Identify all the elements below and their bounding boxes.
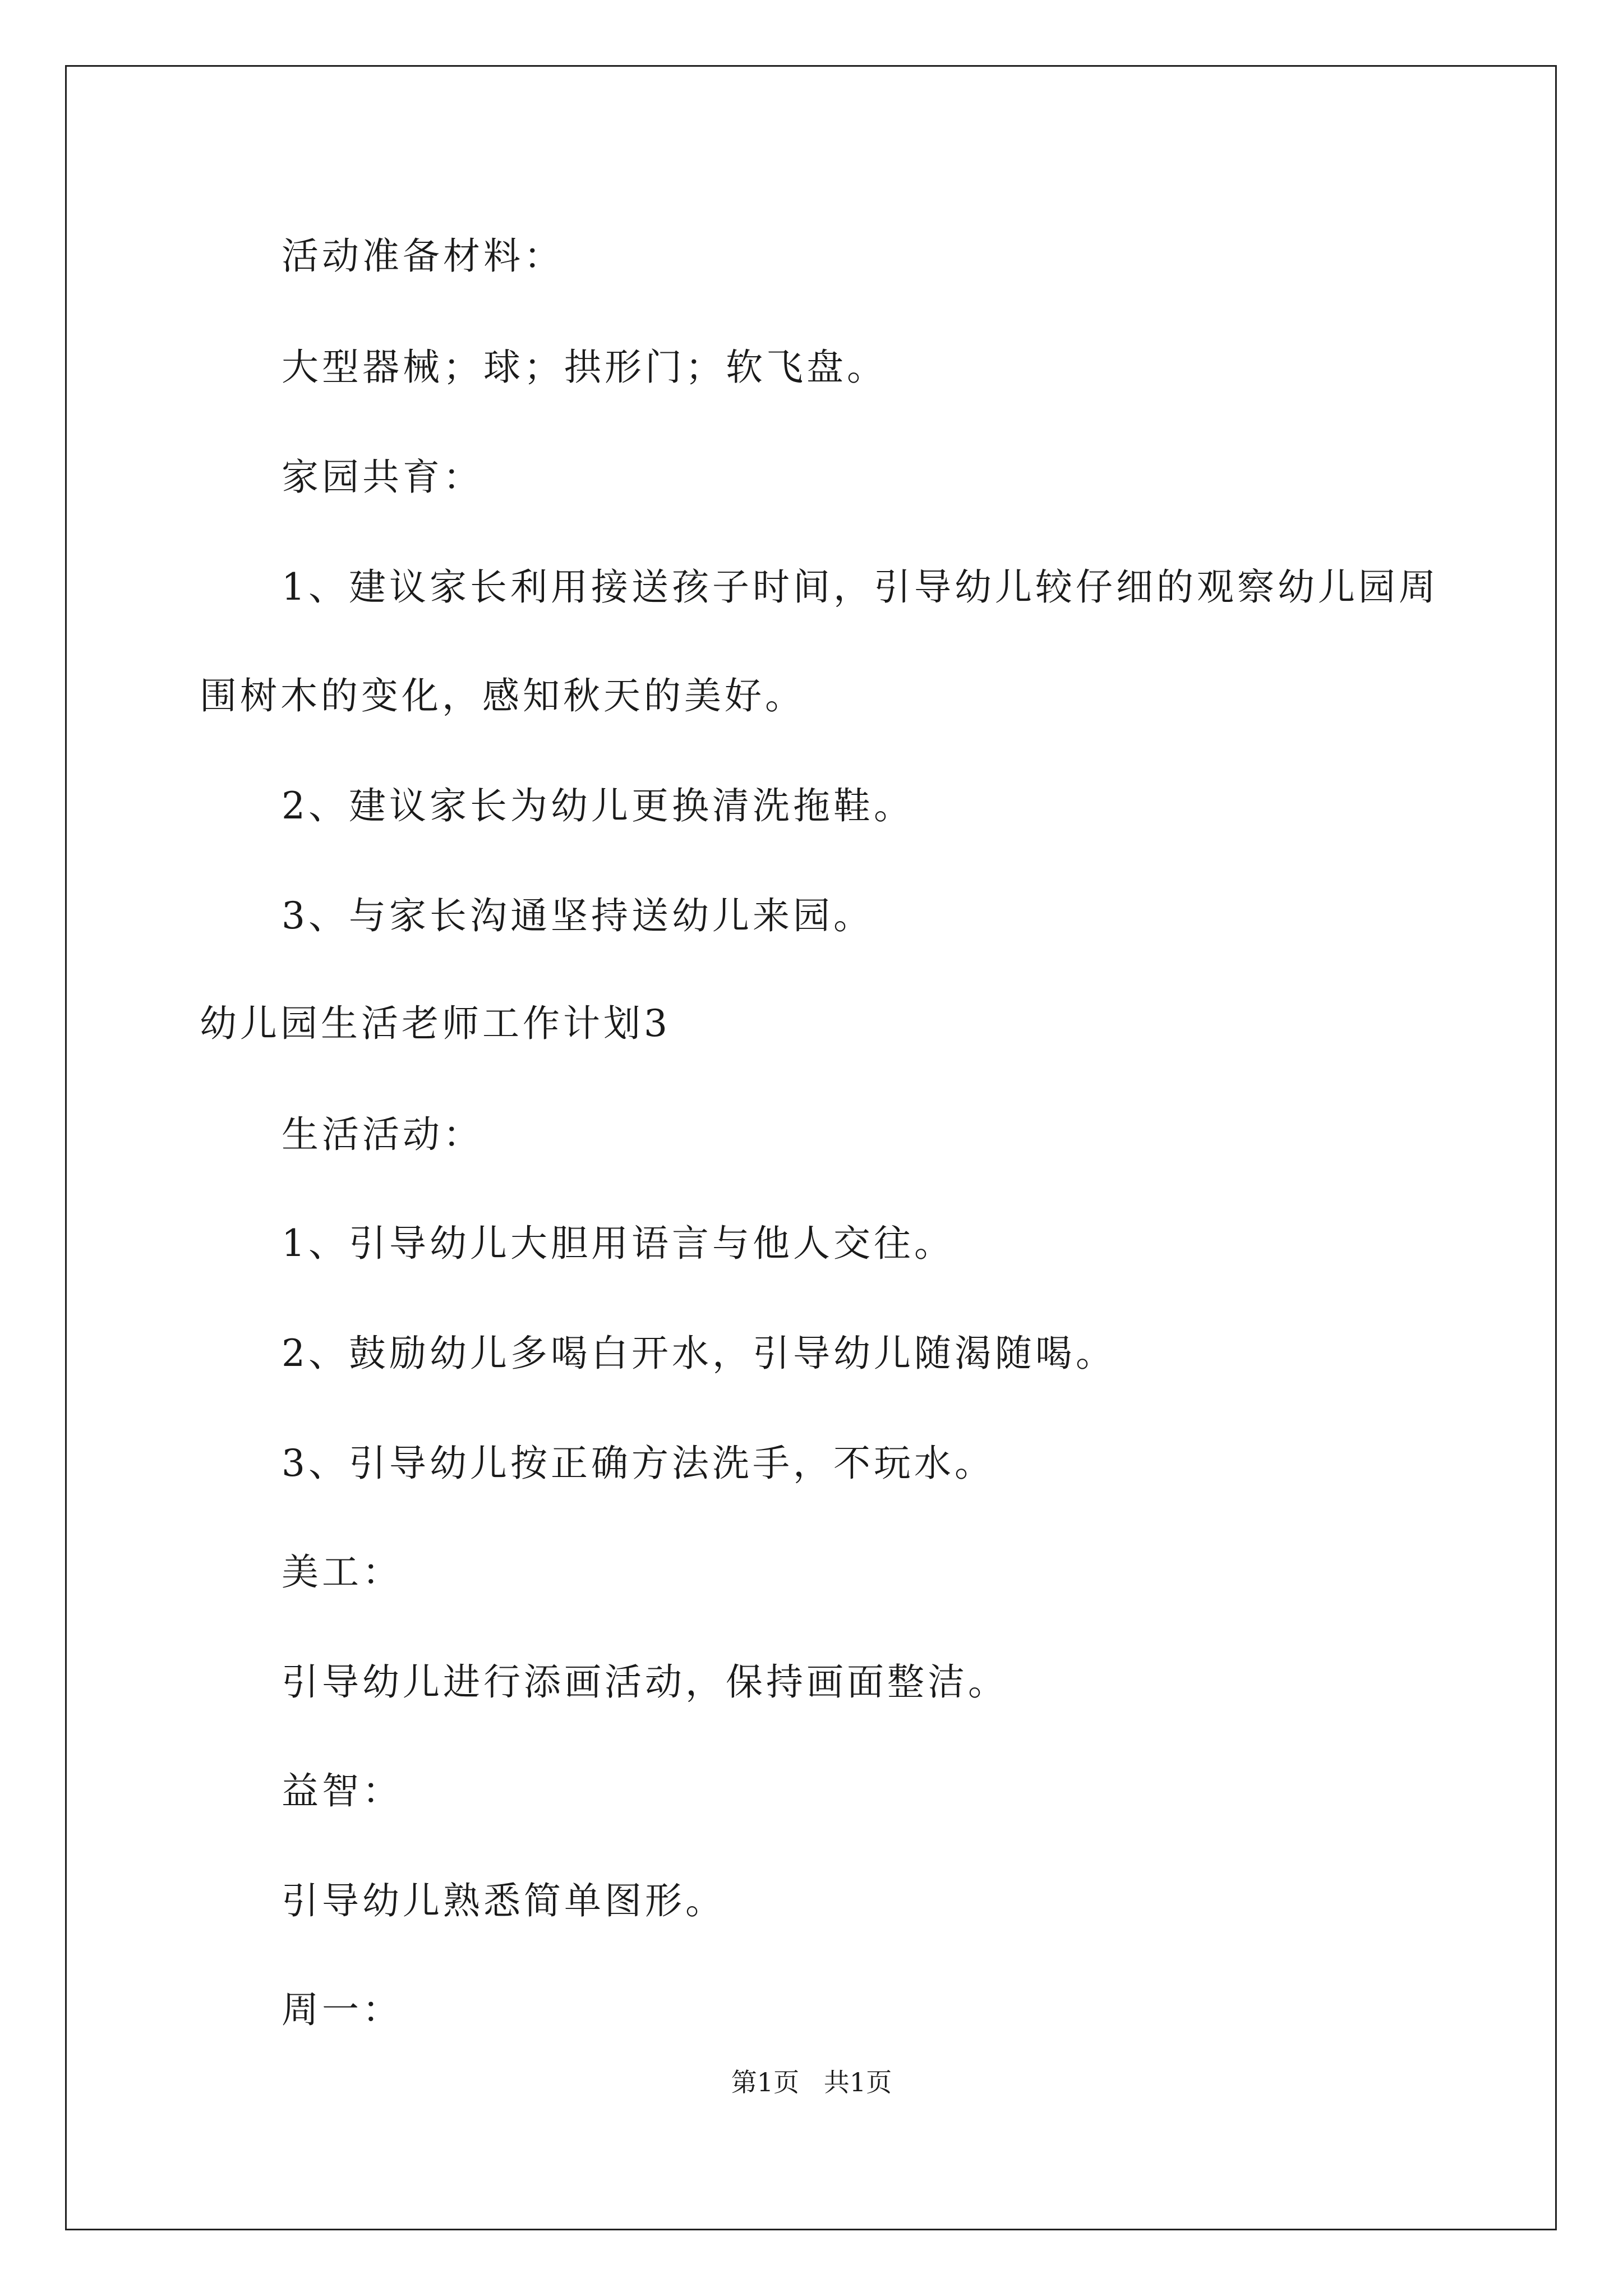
text-line: 益智：	[282, 1769, 403, 1812]
text-line: 生活活动：	[282, 1113, 483, 1156]
text-line: 引导幼儿熟悉简单图形。	[282, 1879, 726, 1922]
text-line: 周一：	[282, 1988, 403, 2031]
text-line: 2、建议家长为幼儿更换清洗拖鞋。	[282, 784, 914, 827]
text-line: 大型器械；球；拱形门；软飞盘。	[282, 346, 887, 389]
page-number-footer: 第1页 共1页	[731, 2067, 892, 2097]
section-heading: 幼儿园生活老师工作计划3	[200, 1002, 671, 1045]
text-line: 美工：	[282, 1550, 403, 1594]
text-line: 2、鼓励幼儿多喝白开水，引导幼儿随渴随喝。	[282, 1332, 1116, 1375]
text-line: 活动准备材料：	[282, 234, 564, 278]
text-line: 3、引导幼儿按正确方法洗手，不玩水。	[282, 1442, 995, 1485]
text-line: 引导幼儿进行添画活动，保持画面整洁。	[282, 1660, 1008, 1704]
text-line: 围树木的变化，感知秋天的美好。	[200, 674, 805, 717]
text-line: 3、与家长沟通坚持送幼儿来园。	[282, 894, 874, 937]
text-line: 家园共育：	[282, 455, 483, 499]
text-line: 1、引导幼儿大胆用语言与他人交往。	[282, 1222, 955, 1265]
text-line: 1、建议家长利用接送孩子时间，引导幼儿较仔细的观察幼儿园周	[282, 565, 1439, 609]
